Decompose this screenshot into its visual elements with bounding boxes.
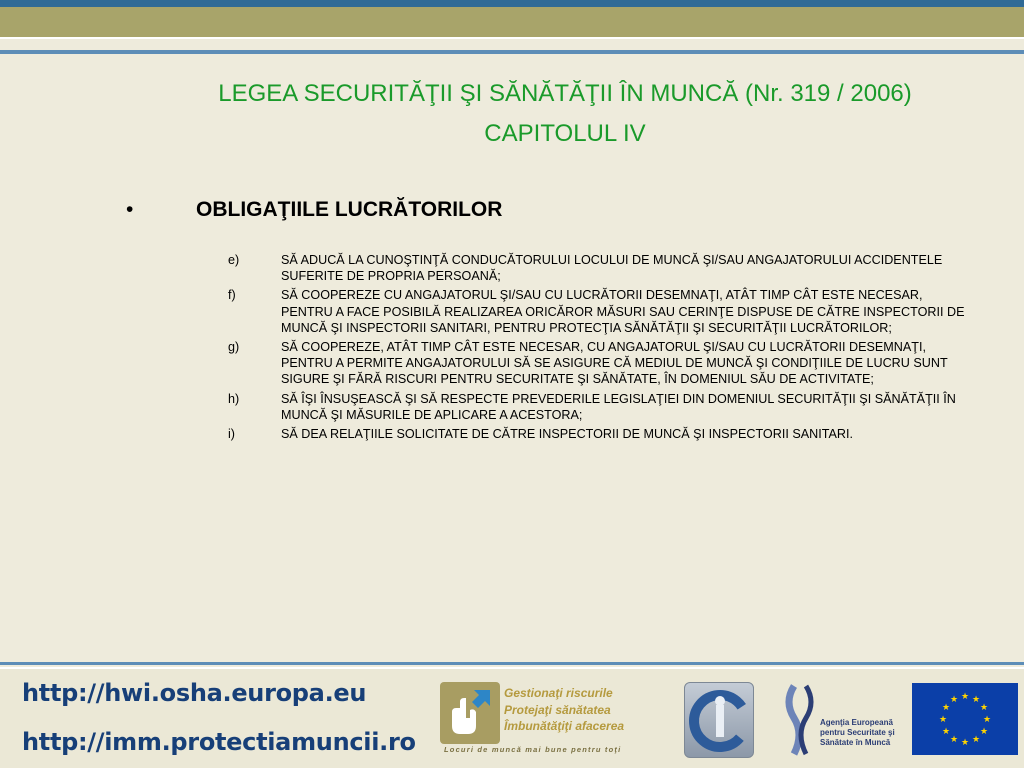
hand-arrow-icon: [440, 682, 500, 744]
agency-line-2: pentru Securitate şi: [820, 728, 895, 737]
obligations-list: [228, 252, 968, 445]
slide-title: [150, 74, 980, 154]
svg-text:★: ★: [982, 715, 992, 725]
list-item: [228, 391, 968, 423]
agency-line-1: Agenţia Europeană: [820, 718, 893, 727]
svg-text:★: ★: [941, 727, 951, 737]
campaign-slogan: [504, 685, 624, 735]
campaign-line-1: Gestionaţi riscurile: [504, 686, 613, 700]
svg-text:★: ★: [960, 738, 970, 748]
top-divider: [0, 37, 1024, 39]
svg-text:★: ★: [949, 695, 959, 705]
svg-text:★: ★: [971, 735, 981, 745]
svg-text:★: ★: [938, 715, 948, 725]
osha-link[interactable]: http://hwi.osha.europa.eu: [22, 679, 367, 707]
title-line-1: LEGEA SECURITĂŢII ŞI SĂNĂTĂŢII ÎN MUNCĂ (Nr. 319 / 2006): [218, 80, 912, 107]
item-label: g): [228, 340, 240, 355]
svg-text:★: ★: [971, 695, 981, 705]
svg-text:★: ★: [941, 703, 951, 713]
svg-text:★: ★: [960, 692, 970, 702]
list-item: [228, 252, 968, 284]
title-line-2: CAPITOLUL IV: [484, 120, 646, 147]
item-text: SĂ COOPEREZE, ATÂT TIMP CÂT ESTE NECESAR, CU ANGAJATORUL ŞI/SAU CU LUCRĂTORII DESEMNAŢI, PENTRU A PERMITE ANGAJATORULUI SĂ SE ASIGURE CĂ MEDIUL DE MUNCĂ ŞI CONDIŢIILE DE LUCRU SUNT SIGURE ŞI FĂRĂ RISCURI PENTRU SECURITATE ŞI SĂNĂTATE, ÎN DOMENIUL SĂU DE ACTIVITATE;: [281, 340, 948, 387]
list-item: [228, 426, 968, 442]
campaign-logo: [440, 682, 666, 760]
item-text: SĂ COOPEREZE CU ANGAJATORUL ŞI/SAU CU LUCRĂTORII DESEMNAŢI, ATÂT TIMP CÂT ESTE NECESAR, PENTRU A FACE POSIBILĂ REALIZAREA ORICĂROR MĂSURI SAU CERINŢE DISPUSE DE CĂTRE INSPECTORII DE MUNCĂ ŞI INSPECTORII SANITARI, PENTRU PROTECŢIA SĂNĂTĂŢII ŞI SECURITĂŢII LUCRĂTORILOR;: [281, 288, 965, 335]
item-label: h): [228, 391, 240, 406]
top-blue-bar: [0, 0, 1024, 7]
item-text: SĂ ADUCĂ LA CUNOŞTINŢĂ CONDUCĂTORULUI LOCULUI DE MUNCĂ ŞI/SAU ANGAJATORULUI ACCIDENTELE SUFERITE DE PROPRIA PERSOANĂ;: [281, 253, 943, 284]
inspection-logo-icon: [684, 682, 754, 758]
top-blue-line: [0, 50, 1024, 54]
campaign-line-2: Protejaţi sănătatea: [504, 702, 611, 717]
eu-flag-icon: [912, 683, 1018, 755]
svg-text:★: ★: [949, 735, 959, 745]
eu-osha-agency-logo: [780, 682, 900, 758]
campaign-line-3: Îmbunătăţiţi afacerea: [504, 719, 625, 733]
item-label: i): [228, 427, 235, 442]
list-item: [228, 339, 968, 388]
item-label: e): [228, 253, 240, 267]
bottom-blue-line: [0, 662, 1024, 665]
top-olive-band: [0, 7, 1024, 37]
svg-text:★: ★: [979, 727, 989, 737]
bullet-icon: •: [126, 198, 134, 221]
list-item: [228, 287, 968, 336]
protectiamuncii-link[interactable]: http://imm.protectiamuncii.ro: [22, 728, 416, 756]
agency-name: [820, 718, 895, 748]
item-text: SĂ DEA RELAŢIILE SOLICITATE DE CĂTRE INSPECTORII DE MUNCĂ ŞI INSPECTORII SANITARI.: [281, 427, 853, 442]
agency-line-3: Sănătate în Muncă: [820, 738, 891, 747]
item-label: f): [228, 288, 236, 303]
section-heading-text: OBLIGAŢIILE LUCRĂTORILOR: [196, 198, 503, 221]
item-text: SĂ ÎŞI ÎNSUŞEASCĂ ŞI SĂ RESPECTE PREVEDERILE LEGISLAŢIEI DIN DOMENIUL SECURITĂŢII ŞI SĂNĂTĂŢII ÎN MUNCĂ ŞI MĂSURILE DE APLICARE A ACESTORA;: [281, 391, 956, 422]
svg-text:★: ★: [979, 703, 989, 713]
campaign-tagline: Locuri de muncă mai bune pentru toţi: [444, 745, 622, 754]
